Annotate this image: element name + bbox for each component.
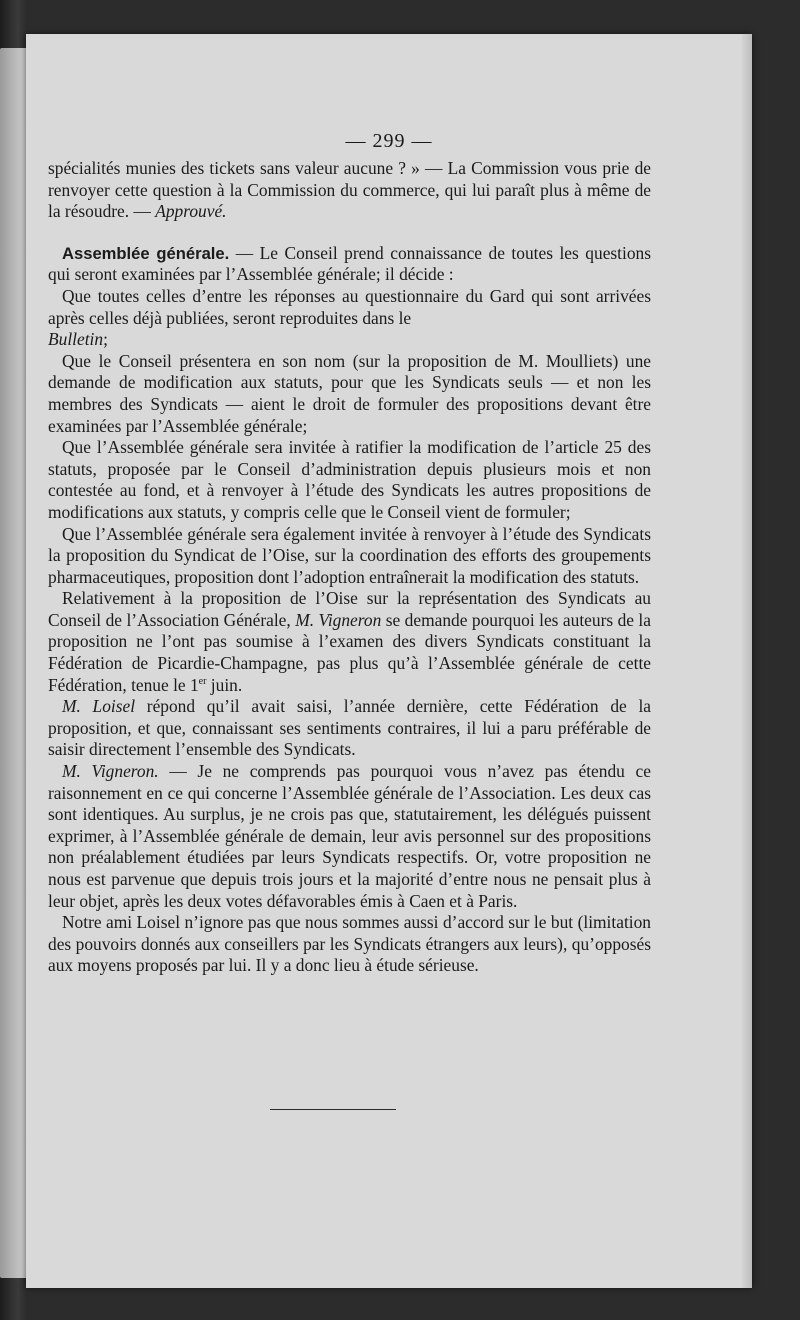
bulletin-reference: Bulletin <box>48 329 104 350</box>
paragraph <box>48 437 651 523</box>
paragraph <box>48 696 651 761</box>
paragraph <box>48 286 651 351</box>
speaker-name: M. Loisel <box>62 696 136 717</box>
paragraph-continuation <box>48 158 651 223</box>
paragraph-text: Que le Conseil présentera en son nom (sur la proposition de M. Moulliets) une demande de modification aux statuts, pour que les Syndicats seuls — et non les membres des Syndicats — aient le droit de formuler des propositions devant être examinées par l’Assemblée générale; <box>48 350 651 436</box>
paragraph <box>48 588 651 696</box>
paragraph-text: se demande pourquoi les auteurs de la proposition ne l’ont pas soumise à l’examen des divers Syndicats constituant la Fédération de Picardie-Champagne, pas plus qu’à l’Assemblée générale de cette Fédération, tenue le 1 <box>48 609 651 695</box>
paragraph <box>48 351 651 437</box>
paragraph <box>48 761 651 912</box>
section-assemblee-generale <box>48 243 651 286</box>
approval-note: Approuvé. <box>155 201 227 222</box>
paragraph-text: Relativement à la proposition de l’Oise sur la représentation des Syndicats au Conseil de l’Association Générale, <box>48 588 651 630</box>
paragraph-text: spécialités munies des tickets sans valeur aucune ? » — La Commission vous prie de renvoyer cette question à la Commission du commerce, qui lui paraît plus à même de la résoudre. — <box>48 158 651 222</box>
body-text <box>48 158 651 977</box>
paragraph-tail: ; <box>103 329 108 350</box>
speaker-name: M. Vigneron. <box>62 761 159 782</box>
paragraph-tail: juin. <box>206 674 243 695</box>
paragraph-text: Que toutes celles d’entre les réponses au questionnaire du Gard qui sont arrivées après celles déjà publiées, seront reproduites dans le <box>48 285 651 328</box>
paragraph-text: — Le Conseil prend connaissance de toutes les questions qui seront examinées par l’Assemblée générale; il décide : <box>48 242 651 285</box>
book-page <box>26 34 752 1288</box>
paragraph-text: Notre ami Loisel n’ignore pas que nous sommes aussi d’accord sur le but (limitation des pouvoirs donnés aux conseillers par les Syndicats étrangers aux leurs), qu’opposés aux moyens proposés par lui. Il y a donc lieu à étude sérieuse. <box>48 912 651 976</box>
closing-rule <box>270 1109 396 1110</box>
page-edge-shadow <box>742 34 752 1288</box>
page-number: — 299 — <box>345 130 433 152</box>
paragraph <box>48 524 651 589</box>
paragraph <box>48 912 651 977</box>
section-heading: Assemblée générale. <box>62 243 230 263</box>
ordinal-superscript: er <box>198 675 207 687</box>
paragraph-text: Que l’Assemblée générale sera également invitée à renvoyer à l’étude des Syndicats la proposition du Syndicat de l’Oise, sur la coordination des efforts des groupements pharmaceutiques, proposition dont l’adoption entraînerait la modification des statuts. <box>48 523 651 587</box>
paragraph-text: — Je ne comprends pas pourquoi vous n’avez pas étendu ce raisonnement en ce qui concerne l’Assemblée générale de l’Association. Les deux cas sont identiques. Au surplus, je ne crois pas que, statutairement, les délégués puissent exprimer, à l’Assemblée générale de demain, leur avis personnel sur des propositions non préalablement étudiées par leurs Syndicats respectifs. Or, votre proposition ne nous est parvenue que depuis trois jours et la majorité d’entre nous ne pensait plus à leur objet, après les deux votes défavorables émis à Caen et à Paris. <box>48 761 651 911</box>
paragraph-text: Que l’Assemblée générale sera invitée à ratifier la modification de l’article 25 des statuts, proposée par le Conseil d’administration depuis plusieurs mois et non contestée au fond, et à renvoyer à l’étude des Syndicats les autres propositions de modifications aux statuts, y compris celle que le Conseil vient de formuler; <box>48 437 651 522</box>
speaker-name: M. Vigneron <box>295 609 382 630</box>
paragraph-text: répond qu’il avait saisi, l’année dernière, cette Fédération de la proposition, et que, connaissant ses sentiments contraires, il lui a paru préférable de saisir directement l’ensemble des Syndicats. <box>48 696 651 760</box>
previous-page-edge <box>0 48 26 1278</box>
